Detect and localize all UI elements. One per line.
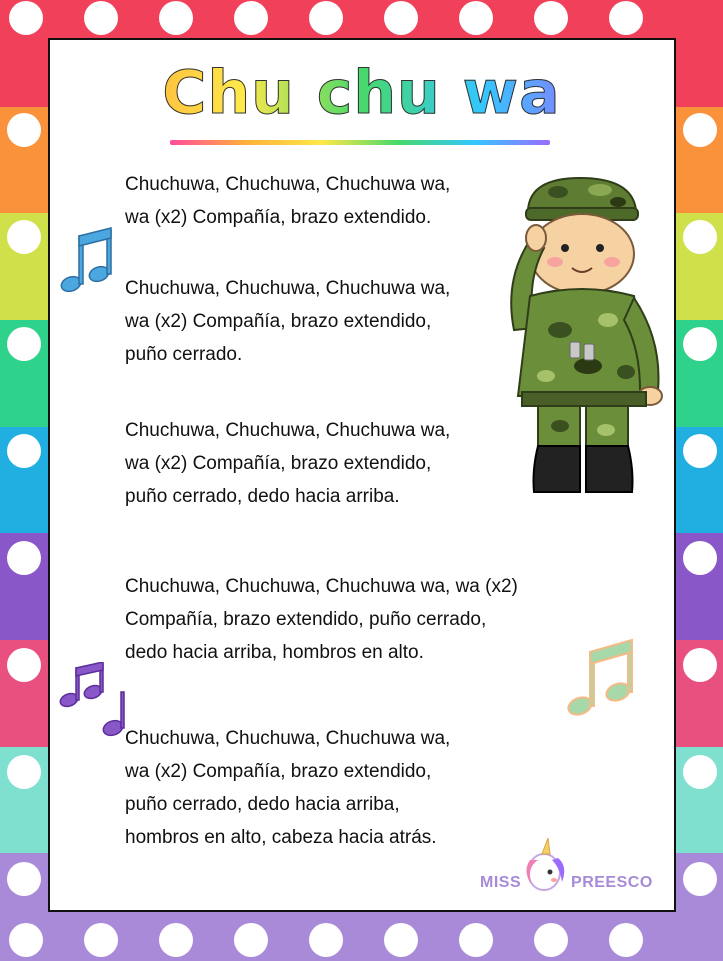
border-dot (459, 1, 493, 35)
verse-line: Chuchuwa, Chuchuwa, Chuchuwa wa, (125, 278, 451, 299)
music-note-purple-icon (55, 662, 135, 742)
border-dot (683, 541, 717, 575)
border-dot (234, 923, 268, 957)
verse-line: Chuchuwa, Chuchuwa, Chuchuwa wa, wa (x2) (125, 576, 518, 597)
border-dot (683, 862, 717, 896)
border-dot (384, 1, 418, 35)
border-dot (234, 1, 268, 35)
border-dot (84, 1, 118, 35)
border-dot (683, 220, 717, 254)
border-dot (7, 541, 41, 575)
verse-line: Compañía, brazo extendido, puño cerrado, (125, 609, 487, 630)
border-dot (9, 923, 43, 957)
verse-3 (125, 414, 450, 513)
verse-line: puño cerrado. (125, 344, 243, 365)
verse-line: Chuchuwa, Chuchuwa, Chuchuwa wa, (125, 174, 451, 195)
verse-line: hombros en alto, cabeza hacia atrás. (125, 827, 437, 848)
verse-line: dedo hacia arriba, hombros en alto. (125, 642, 424, 663)
border-dot (9, 1, 43, 35)
verse-2 (125, 272, 450, 371)
border-dot (7, 862, 41, 896)
verse-line: wa (x2) Compañía, brazo extendido, (125, 311, 432, 332)
verse-4 (125, 570, 518, 669)
border-dot (609, 923, 643, 957)
border-dot (7, 220, 41, 254)
verse-line: wa (x2) Compañía, brazo extendido. (125, 207, 432, 228)
verse-line: puño cerrado, dedo hacia arriba, (125, 794, 400, 815)
verse-line: Chuchuwa, Chuchuwa, Chuchuwa wa, (125, 420, 451, 441)
verse-line: wa (x2) Compañía, brazo extendido, (125, 761, 432, 782)
verse-line: wa (x2) Compañía, brazo extendido, (125, 453, 432, 474)
border-dot (683, 755, 717, 789)
brand-logo-text (480, 874, 653, 892)
music-note-green-icon (558, 632, 648, 732)
border-dot (683, 648, 717, 682)
verse-5 (125, 722, 450, 854)
brand-right: PREESCO (571, 874, 653, 891)
verse-1 (125, 168, 450, 234)
page-title: Chu chu wa (0, 58, 723, 128)
title-underline (170, 140, 550, 145)
border-dot (7, 648, 41, 682)
border-dot (309, 923, 343, 957)
border-dot (7, 434, 41, 468)
verse-line: puño cerrado, dedo hacia arriba. (125, 486, 400, 507)
border-dot (609, 1, 643, 35)
border-dot (683, 434, 717, 468)
border-dot (384, 923, 418, 957)
border-dot (159, 1, 193, 35)
brand-left: MISS (480, 874, 522, 891)
verse-line: Chuchuwa, Chuchuwa, Chuchuwa wa, (125, 728, 451, 749)
border-dot (7, 327, 41, 361)
border-dot (159, 923, 193, 957)
border-dot (84, 923, 118, 957)
border-dot (534, 1, 568, 35)
border-dot (683, 327, 717, 361)
soldier-icon (500, 170, 680, 500)
border-dot (309, 1, 343, 35)
border-dot (459, 923, 493, 957)
border-dot (7, 755, 41, 789)
music-note-blue-icon (55, 222, 125, 312)
border-dot (534, 923, 568, 957)
